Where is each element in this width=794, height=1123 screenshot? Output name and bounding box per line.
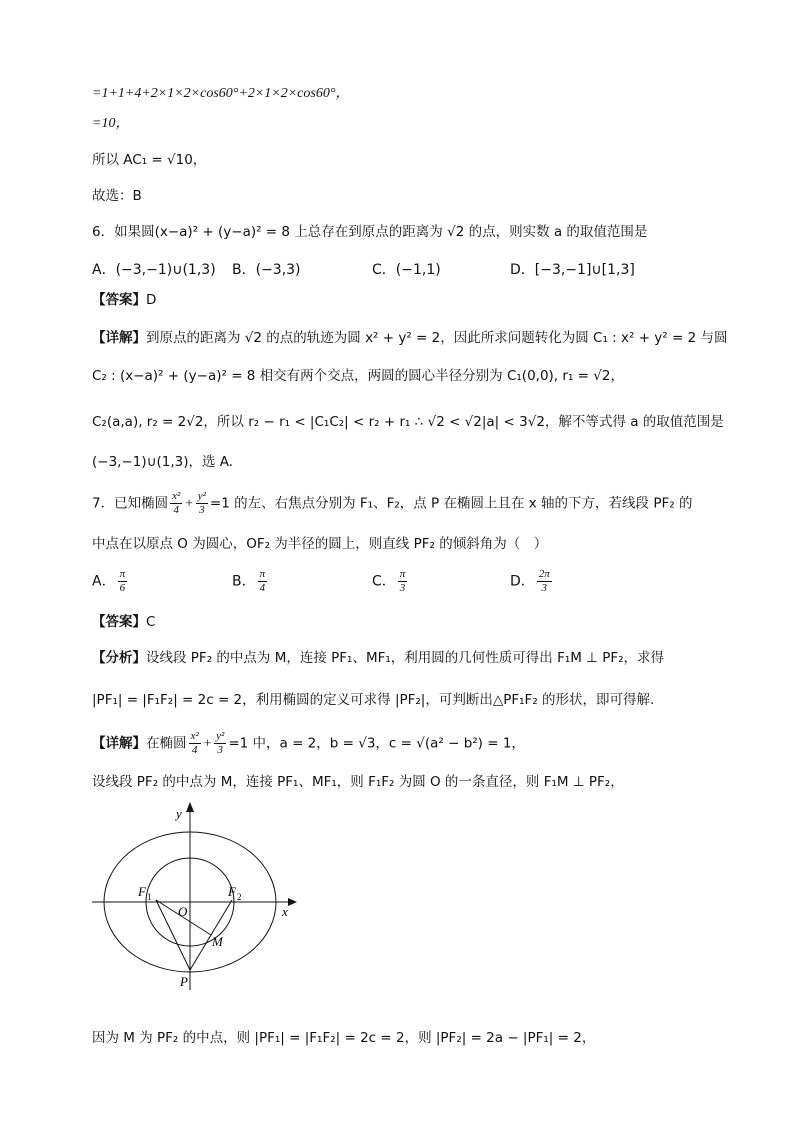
q7-option-d-den: 3 bbox=[541, 582, 548, 594]
last-line: 因为 M 为 PF₂ 的中点，则 |PF₁| = |F₁F₂| = 2c = 2，则 |PF₂| = 2a − |PF₁| = 2， bbox=[92, 1030, 596, 1046]
q7-plus: + bbox=[184, 496, 194, 512]
q7-option-d bbox=[510, 568, 554, 595]
q7-fraction-x-num: x² bbox=[172, 490, 181, 502]
answer-value: D bbox=[146, 292, 157, 308]
analysis-text: 设线段 PF₂ 的中点为 M，连接 PF₁、MF₁，利用圆的几何性质可得出 F₁M ⊥ PF₂，求得 bbox=[146, 650, 665, 666]
q7-option-b-fraction bbox=[258, 568, 268, 595]
p-label: P bbox=[180, 974, 188, 989]
q6-option-d: D．[−3,−1]∪[1,3] bbox=[510, 262, 635, 278]
q7-option-a-num: π bbox=[119, 568, 126, 580]
answer-7 bbox=[92, 612, 155, 632]
q7-option-c-fraction bbox=[398, 568, 408, 595]
f2-label: F bbox=[228, 884, 236, 899]
f1-label: F bbox=[138, 884, 146, 899]
detail-7-line-1 bbox=[92, 730, 525, 757]
detail-6-line-4: (−3,−1)∪(1,3)，选 A. bbox=[92, 454, 234, 470]
detail-prefix: 在椭圆 bbox=[146, 735, 187, 752]
q7-option-c bbox=[372, 568, 409, 595]
det7-fraction-x-den: 4 bbox=[191, 744, 198, 756]
q7-option-d-letter: D． bbox=[510, 573, 535, 590]
q7-option-c-num: π bbox=[399, 568, 406, 580]
analysis-label: 【分析】 bbox=[92, 650, 146, 666]
det7-fraction-y-den: 3 bbox=[217, 744, 223, 756]
question-6: 6．如果圆(x−a)² + (y−a)² = 8 上总存在到原点的距离为 √2 的点，则实数 a 的取值范围是 bbox=[92, 224, 648, 240]
detail-6-line-3: C₂(a,a), r₂ = 2√2，所以 r₂ − r₁ < |C₁C₂| < r₂ + r₁ ∴ √2 < √2|a| < 3√2，解不等式得 a 的取值范围是 bbox=[92, 414, 724, 430]
y-label: y bbox=[176, 806, 182, 821]
y-axis-arrow bbox=[186, 802, 194, 812]
q7-option-a-den: 6 bbox=[119, 582, 126, 594]
detail-6-line-2: C₂ : (x−a)² + (y−a)² = 8 相交有两个交点，两圆的圆心半径分别为 C₁(0,0), r₁ = √2， bbox=[92, 368, 624, 384]
q7-prefix: 7．已知椭圆 bbox=[92, 495, 169, 512]
detail-text: 到原点的距离为 √2 的点的轨迹为圆 x² + y² = 2，因此所求问题转化为圆 C₁ : x² + y² = 2 与圆 bbox=[146, 330, 728, 346]
line-choice: 故选：B bbox=[92, 188, 142, 204]
q7-option-b-letter: B． bbox=[232, 573, 256, 590]
f2-subscript: 2 bbox=[237, 892, 242, 902]
analysis-7-line-2: |PF₁| = |F₁F₂| = 2c = 2，利用椭圆的定义可求得 |PF₂|，可判断出△PF₁F₂ 的形状，即可得解. bbox=[92, 692, 655, 708]
det7-fraction-y bbox=[214, 730, 226, 757]
detail-7-line-2: 设线段 PF₂ 的中点为 M，连接 PF₁、MF₁，则 F₁F₂ 为圆 O 的一条直径，则 F₁M ⊥ PF₂， bbox=[92, 774, 624, 790]
x-axis-arrow bbox=[288, 898, 297, 906]
q7-option-a bbox=[92, 568, 129, 595]
q7-option-a-letter: A． bbox=[92, 573, 116, 590]
detail-label: 【详解】 bbox=[92, 735, 146, 752]
q7-option-b-num: π bbox=[259, 568, 266, 580]
answer-label: 【答案】 bbox=[92, 614, 146, 630]
q6-option-c: C．(−1,1) bbox=[372, 262, 441, 278]
origin-label: O bbox=[178, 904, 188, 919]
q6-option-a: A．(−3,−1)∪(1,3) bbox=[92, 262, 216, 278]
q7-option-a-fraction bbox=[118, 568, 128, 595]
analysis-7-line-1 bbox=[92, 648, 664, 668]
line-calc-1: =1+1+4+2×1×2×cos60°+2×1×2×cos60°， bbox=[92, 86, 350, 101]
x-label: x bbox=[282, 904, 288, 919]
q7-fraction-x bbox=[170, 490, 182, 517]
m-label: M bbox=[212, 934, 223, 949]
answer-6 bbox=[92, 290, 156, 310]
det7-plus: + bbox=[202, 736, 213, 752]
answer-value: C bbox=[146, 614, 156, 630]
q7-option-d-num: 2π bbox=[538, 568, 550, 580]
ellipse-diagram bbox=[92, 800, 302, 990]
line-conclusion: 所以 AC₁ = √10， bbox=[92, 152, 207, 168]
detail-6-line-1 bbox=[92, 328, 727, 348]
detail-suffix: =1 中，a = 2，b = √3，c = √(a² − b²) = 1， bbox=[228, 735, 525, 752]
q6-option-b: B．(−3,3) bbox=[232, 262, 301, 278]
answer-label: 【答案】 bbox=[92, 292, 146, 308]
question-7-line-1 bbox=[92, 490, 692, 517]
detail-label: 【详解】 bbox=[92, 330, 146, 346]
q7-fraction-x-den: 4 bbox=[173, 504, 179, 516]
q7-fraction-y bbox=[196, 490, 208, 517]
det7-fraction-x bbox=[189, 730, 201, 757]
q7-option-b bbox=[232, 568, 269, 595]
det7-fraction-x-num: x² bbox=[190, 730, 199, 742]
question-7-line-2: 中点在以原点 O 为圆心，OF₂ 为半径的圆上，则直线 PF₂ 的倾斜角为（ ） bbox=[92, 536, 548, 552]
q7-option-d-fraction bbox=[537, 568, 552, 595]
q7-suffix: =1 的左、右焦点分别为 F₁、F₂，点 P 在椭圆上且在 x 轴的下方，若线段 PF₂ 的 bbox=[209, 495, 693, 512]
f1-subscript: 1 bbox=[147, 892, 152, 902]
q7-option-b-den: 4 bbox=[259, 582, 266, 594]
q7-option-c-letter: C． bbox=[372, 573, 396, 590]
q7-fraction-y-den: 3 bbox=[199, 504, 205, 516]
q7-option-c-den: 3 bbox=[399, 582, 406, 594]
det7-fraction-y-num: y² bbox=[216, 730, 225, 742]
q7-fraction-y-num: y² bbox=[197, 490, 206, 502]
line-calc-2: =10， bbox=[92, 116, 130, 131]
ellipse-figure bbox=[92, 800, 302, 994]
